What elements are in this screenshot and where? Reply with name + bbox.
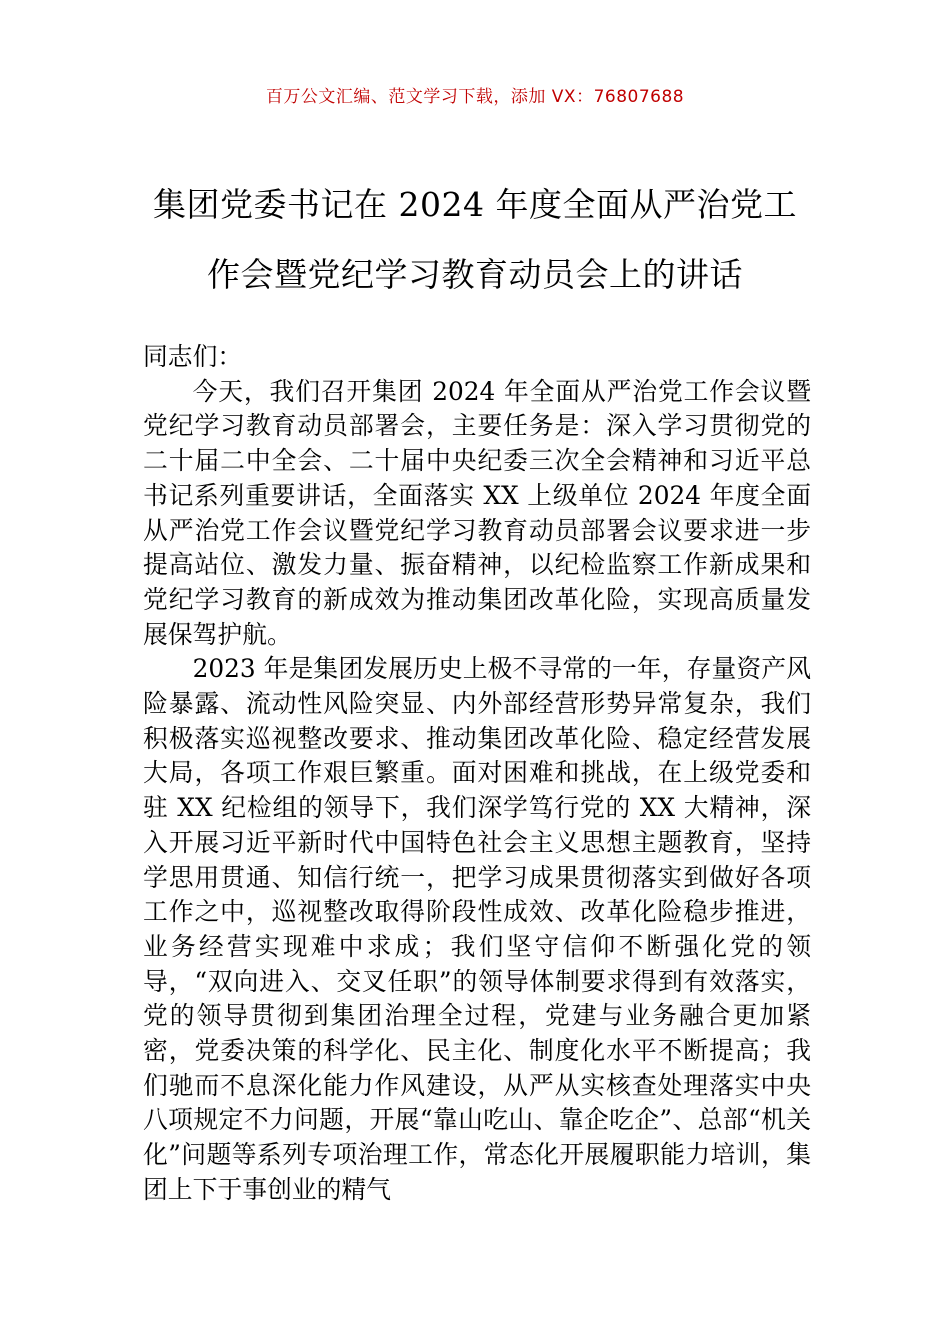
header-banner: 百万公文汇编、范文学习下载，添加 VX：76807688	[265, 87, 685, 107]
title-line-2: 作会暨党纪学习教育动员会上的讲话	[207, 255, 743, 294]
document-body	[143, 340, 811, 1208]
title-line-1: 集团党委书记在 2024 年度全面从严治党工	[153, 185, 797, 224]
document-title	[110, 170, 840, 310]
paragraph-2: 2023 年是集团发展历史上极不寻常的一年，存量资产风险暴露、流动性风险突显、内外部经营形势异常复杂，我们积极落实巡视整改要求、推动集团改革化险、稳定经营发展大局，各项工作艰巨繁重。面对困难和挑战，在上级党委和驻 XX 纪检组的领导下，我们深学笃行党的 XX 大精神，深入开展习近平新时代中国特色社会主义思想主题教育，坚持学思用贯通、知信行统一，把学习成果贯彻落实到做好各项工作之中，巡视整改取得阶段性成效、改革化险稳步推进，业务经营实现难中求成；我们坚守信仰不断强化党的领导，“双向进入、交叉任职”的领导体制要求得到有效落实，党的领导贯彻到集团治理全过程，党建与业务融合更加紧密，党委决策的科学化、民主化、制度化水平不断提高；我们驰而不息深化能力作风建设，从严从实核查处理落实中央八项规定不力问题，开展“靠山吃山、靠企吃企”、总部“机关化”问题等系列专项治理工作，常态化开展履职能力培训，集团上下于事创业的精气	[143, 654, 811, 1204]
paragraph-1: 今天，我们召开集团 2024 年全面从严治党工作会议暨党纪学习教育动员部署会，主要任务是：深入学习贯彻党的二十届二中全会、二十届中央纪委三次全会精神和习近平总书记系列重要讲话，全面落实 XX 上级单位 2024 年度全面从严治党工作会议暨党纪学习教育动员部署会议要求进一步提高站位、激发力量、振奋精神，以纪检监察工作新成果和党纪学习教育的新成效为推动集团改革化险，实现高质量发展保驾护航。	[143, 376, 811, 649]
salutation: 同志们：	[143, 342, 243, 371]
